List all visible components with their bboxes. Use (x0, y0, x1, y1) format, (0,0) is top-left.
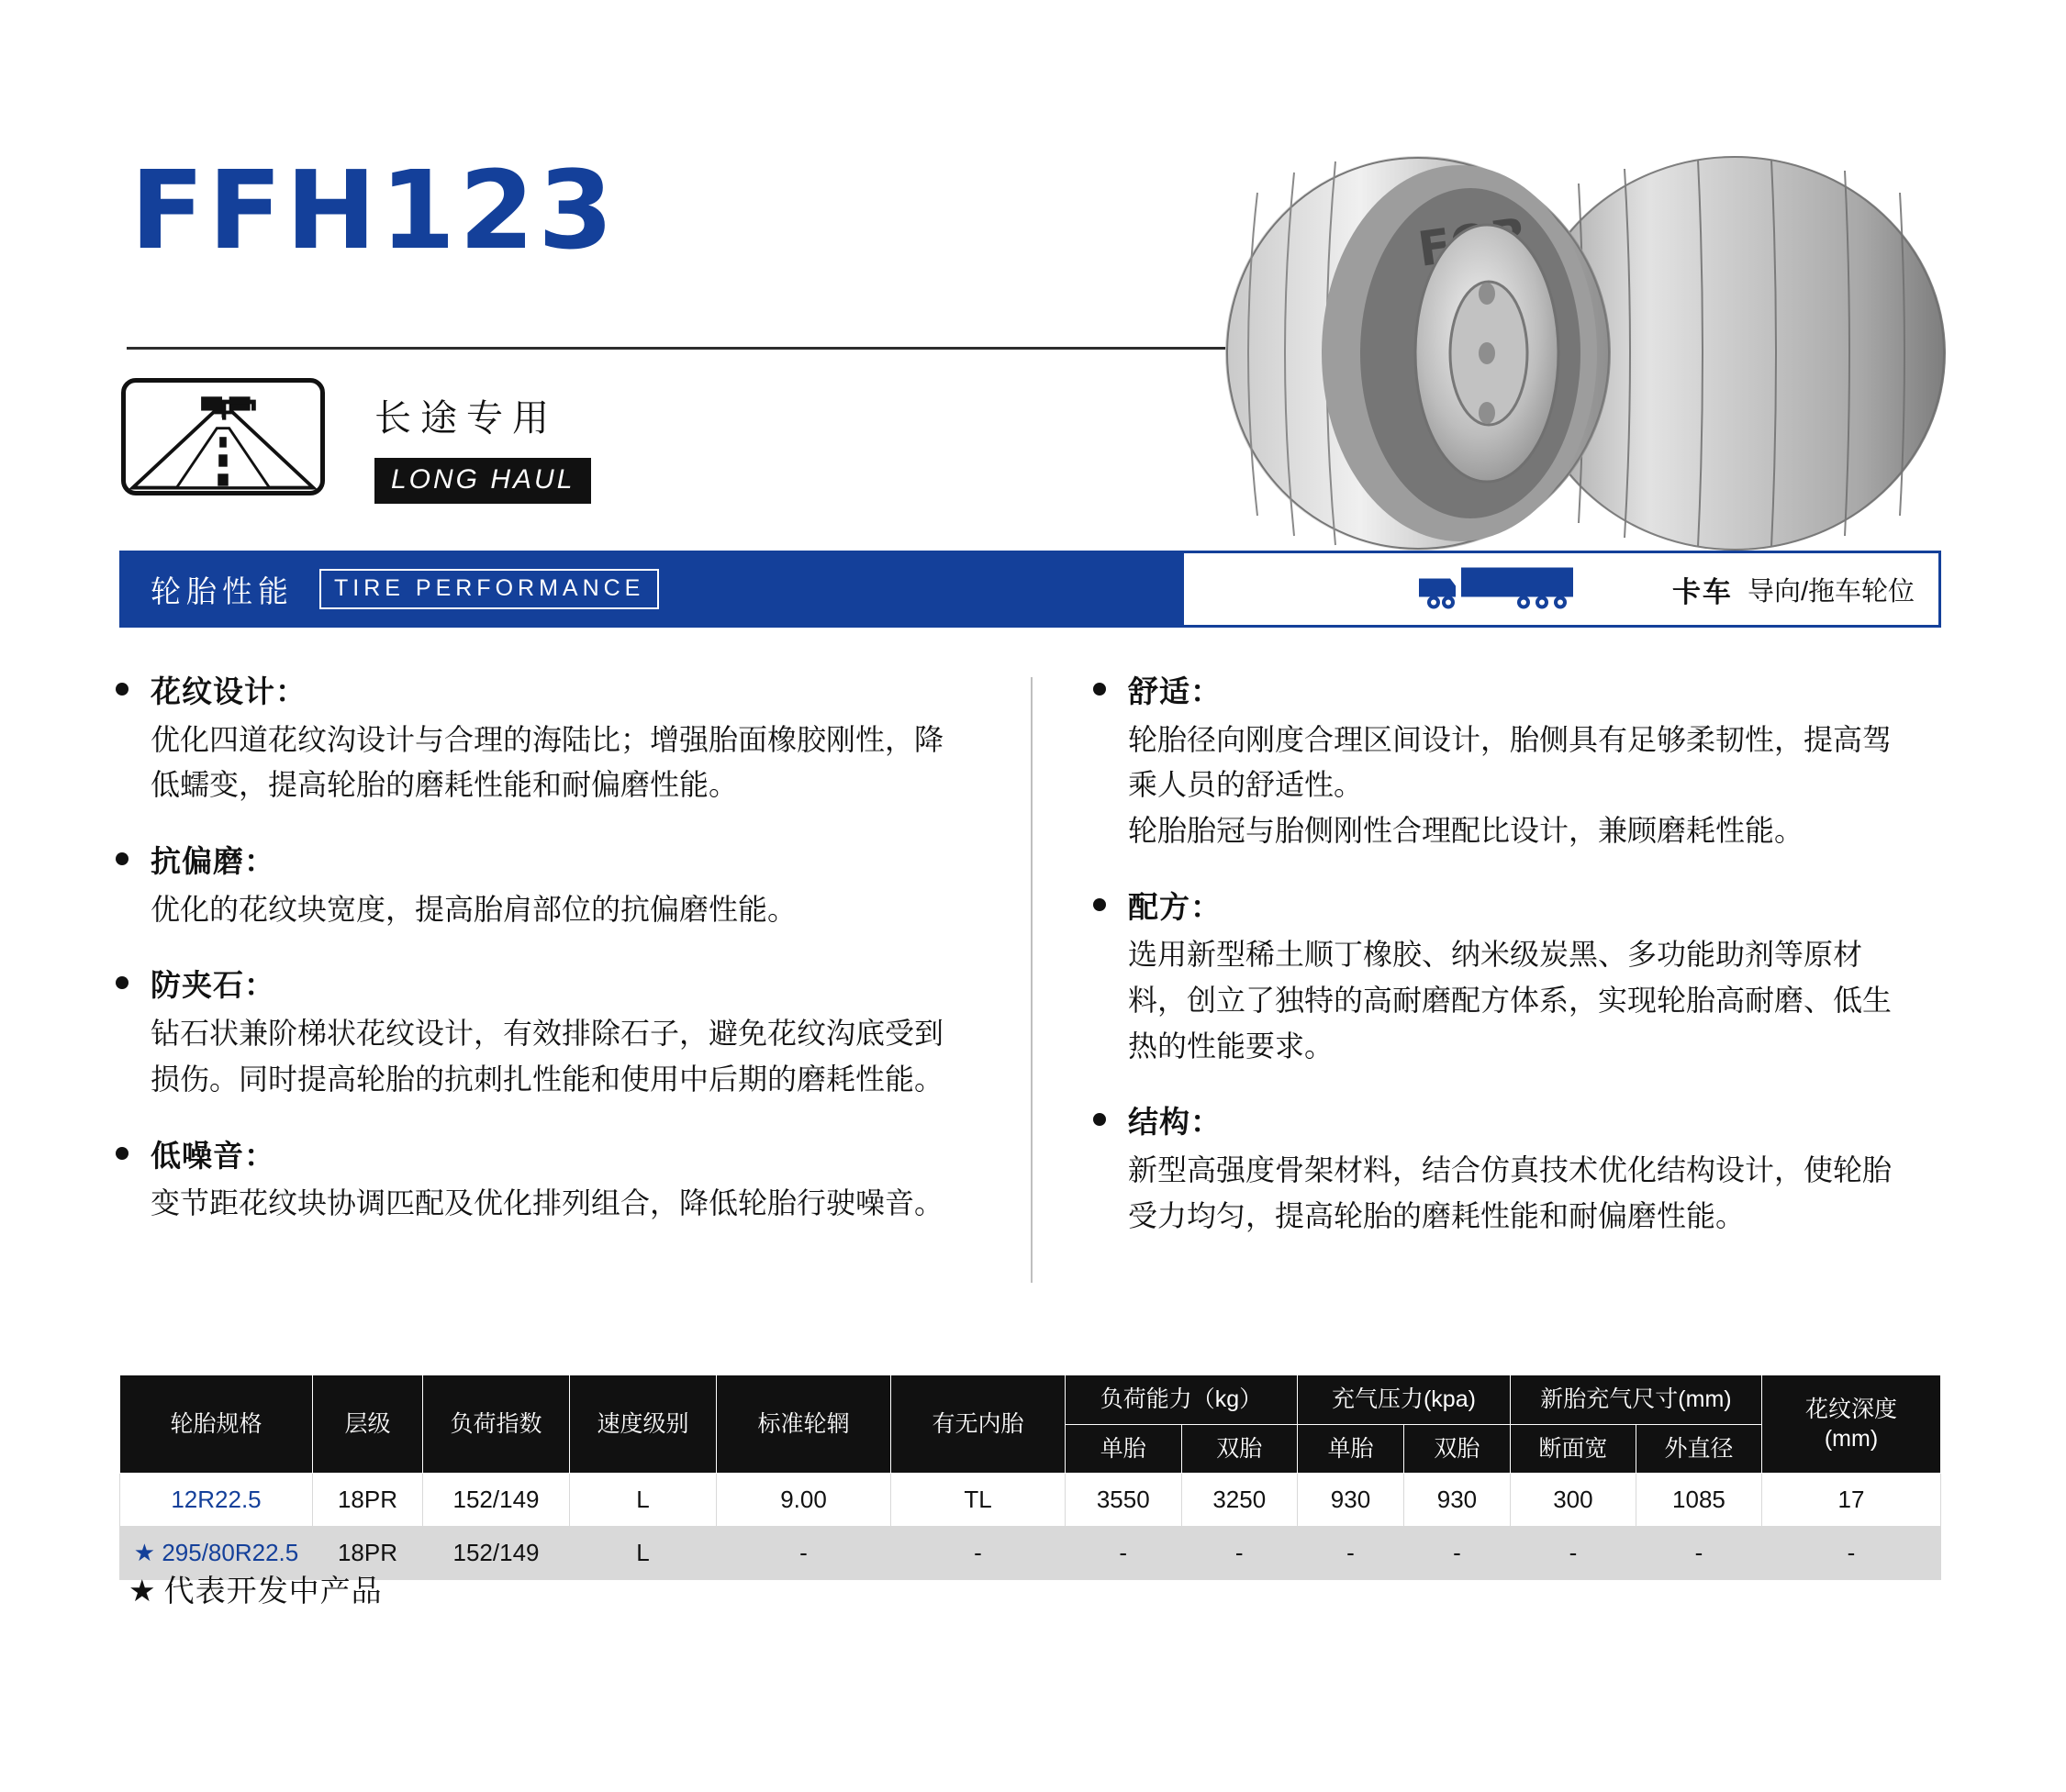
feature-heading: 低噪音： (151, 1138, 275, 1173)
feature-item (1078, 670, 1909, 854)
cell-load-dual: - (1181, 1527, 1298, 1580)
feature-heading: 花纹设计： (151, 674, 307, 708)
cell-overall-diameter: 1085 (1636, 1474, 1761, 1527)
cell-load-single: 3550 (1066, 1474, 1182, 1527)
vehicle-position-block (1184, 551, 1941, 628)
feature-text (151, 1181, 987, 1227)
vehicle-type-label: 卡车 (1671, 575, 1733, 608)
header-pressure-single: 单胎 (1298, 1424, 1404, 1474)
header-overall-diameter: 外直径 (1636, 1424, 1761, 1474)
feature-line: 新型高强度骨架材料，结合仿真技术优化结构设计，使轮胎 (1128, 1153, 1893, 1187)
cell-section-width: - (1510, 1527, 1636, 1580)
cell-section-width: 300 (1510, 1474, 1636, 1527)
feature-heading: 配方： (1128, 889, 1222, 924)
usage-labels (374, 378, 591, 504)
bullet-icon (101, 840, 151, 932)
cell-tube: - (891, 1527, 1066, 1580)
bullet-icon (101, 670, 151, 808)
feature-line: 钻石状兼阶梯状花纹设计，有效排除石子，避免花纹沟底受到 (151, 1017, 944, 1051)
feature-item (1078, 1100, 1909, 1239)
page-title: FFH123 (130, 147, 618, 273)
header-rim: 标准轮辋 (717, 1375, 891, 1474)
feature-line: 优化的花纹块宽度，提高胎肩部位的抗偏磨性能。 (151, 892, 798, 926)
feature-item (101, 670, 987, 808)
cell-tread-depth: - (1762, 1527, 1941, 1580)
usage-label-en: LONG HAUL (374, 458, 591, 504)
table-header-row (120, 1375, 1941, 1425)
performance-bar (119, 551, 1941, 628)
feature-line: 优化四道花纹沟设计与合理的海陆比；增强胎面橡胶刚性，降 (151, 722, 944, 756)
header-pressure: 充气压力(kpa) (1298, 1375, 1511, 1425)
title-block (127, 147, 1246, 273)
cell-ply: 18PR (313, 1527, 423, 1580)
cell-ply: 18PR (313, 1474, 423, 1527)
feature-line: 热的性能要求。 (1128, 1029, 1335, 1063)
header-tube: 有无内胎 (891, 1375, 1066, 1474)
feature-column-left (101, 670, 1023, 1303)
bullet-icon (101, 1134, 151, 1227)
feature-line: 料，创立了独特的高耐磨配方体系，实现轮胎高耐磨、低生 (1128, 984, 1893, 1018)
feature-line: 选用新型稀土顺丁橡胶、纳米级炭黑、多功能助剂等原材 (1128, 938, 1863, 972)
specification-table (119, 1375, 1941, 1580)
feature-text (151, 887, 987, 933)
header-tread-depth-line2: (mm) (1824, 1426, 1879, 1452)
header-size: 轮胎规格 (120, 1375, 313, 1474)
feature-line: 乘人员的舒适性。 (1128, 768, 1364, 802)
header-load-dual: 双胎 (1181, 1424, 1298, 1474)
feature-item (101, 963, 987, 1102)
performance-title-en: TIRE PERFORMANCE (319, 569, 659, 609)
table-row (120, 1474, 1941, 1527)
header-load-index: 负荷指数 (423, 1375, 570, 1474)
feature-text (1128, 718, 1909, 854)
cell-load-index: 152/149 (423, 1474, 570, 1527)
feature-text (151, 718, 987, 808)
cell-rim: 9.00 (717, 1474, 891, 1527)
feature-text (1128, 932, 1909, 1069)
feature-text (151, 1011, 987, 1102)
feature-list (101, 670, 1946, 1303)
feature-line: 受力均匀，提高轮胎的磨耗性能和耐偏磨性能。 (1128, 1198, 1746, 1232)
bullet-icon (1078, 1100, 1128, 1239)
truck-icon (1413, 561, 1588, 618)
cell-load-index: 152/149 (423, 1527, 570, 1580)
header-speed: 速度级别 (570, 1375, 717, 1474)
header-pressure-dual: 双胎 (1403, 1424, 1510, 1474)
feature-item (101, 1134, 987, 1227)
title-divider (127, 347, 1228, 350)
feature-heading: 抗偏磨： (151, 844, 275, 879)
feature-line: 轮胎胎冠与胎侧刚性合理配比设计，兼顾磨耗性能。 (1128, 814, 1804, 848)
bullet-icon (101, 963, 151, 1102)
cell-load-dual: 3250 (1181, 1474, 1298, 1527)
cell-size: ★ 295/80R22.5 (120, 1527, 313, 1580)
cell-speed: L (570, 1527, 717, 1580)
cell-load-single: - (1066, 1527, 1182, 1580)
header-section-width: 断面宽 (1510, 1424, 1636, 1474)
feature-item (1078, 885, 1909, 1070)
cell-tread-depth: 17 (1762, 1474, 1941, 1527)
road-icon (121, 378, 325, 495)
performance-title-cn: 轮胎性能 (151, 573, 294, 608)
feature-heading: 防夹石： (151, 968, 275, 1003)
feature-line: 损伤。同时提高轮胎的抗刺扎性能和使用中后期的磨耗性能。 (151, 1062, 944, 1096)
feature-column-right (1023, 670, 1946, 1303)
wheel-position-label: 导向/拖车轮位 (1747, 576, 1915, 607)
cell-pressure-single: - (1298, 1527, 1404, 1580)
cell-pressure-single: 930 (1298, 1474, 1404, 1527)
header-load-single: 单胎 (1066, 1424, 1182, 1474)
cell-pressure-dual: - (1403, 1527, 1510, 1580)
header-tread-depth (1762, 1375, 1941, 1474)
feature-line: 轮胎径向刚度合理区间设计，胎侧具有足够柔韧性，提高驾 (1128, 722, 1893, 756)
feature-item (101, 840, 987, 932)
cell-pressure-dual: 930 (1403, 1474, 1510, 1527)
bullet-icon (1078, 670, 1128, 854)
header-ply: 层级 (313, 1375, 423, 1474)
cell-overall-diameter: - (1636, 1527, 1761, 1580)
header-load-capacity: 负荷能力（kg） (1066, 1375, 1298, 1425)
tire-photo (1184, 156, 1946, 551)
usage-badge (121, 378, 591, 504)
footnote-text: 代表开发中产品 (163, 1574, 383, 1608)
footnote (128, 1567, 383, 1610)
star-icon: ★ (128, 1574, 157, 1608)
header-inflated-size: 新胎充气尺寸(mm) (1510, 1375, 1761, 1425)
feature-line: 变节距花纹块协调匹配及优化排列组合，降低轮胎行驶噪音。 (151, 1186, 944, 1220)
table-row (120, 1527, 1941, 1580)
feature-heading: 结构： (1128, 1105, 1222, 1140)
feature-text (1128, 1148, 1909, 1239)
cell-tube: TL (891, 1474, 1066, 1527)
performance-title (119, 551, 1184, 628)
bullet-icon (1078, 885, 1128, 1070)
usage-label-cn: 长途专用 (374, 398, 558, 439)
cell-speed: L (570, 1474, 717, 1527)
cell-size: 12R22.5 (120, 1474, 313, 1527)
feature-line: 低蠕变，提高轮胎的磨耗性能和耐偏磨性能。 (151, 768, 739, 802)
feature-heading: 舒适： (1128, 674, 1222, 708)
header-tread-depth-line1: 花纹深度 (1804, 1396, 1897, 1422)
cell-rim: - (717, 1527, 891, 1580)
